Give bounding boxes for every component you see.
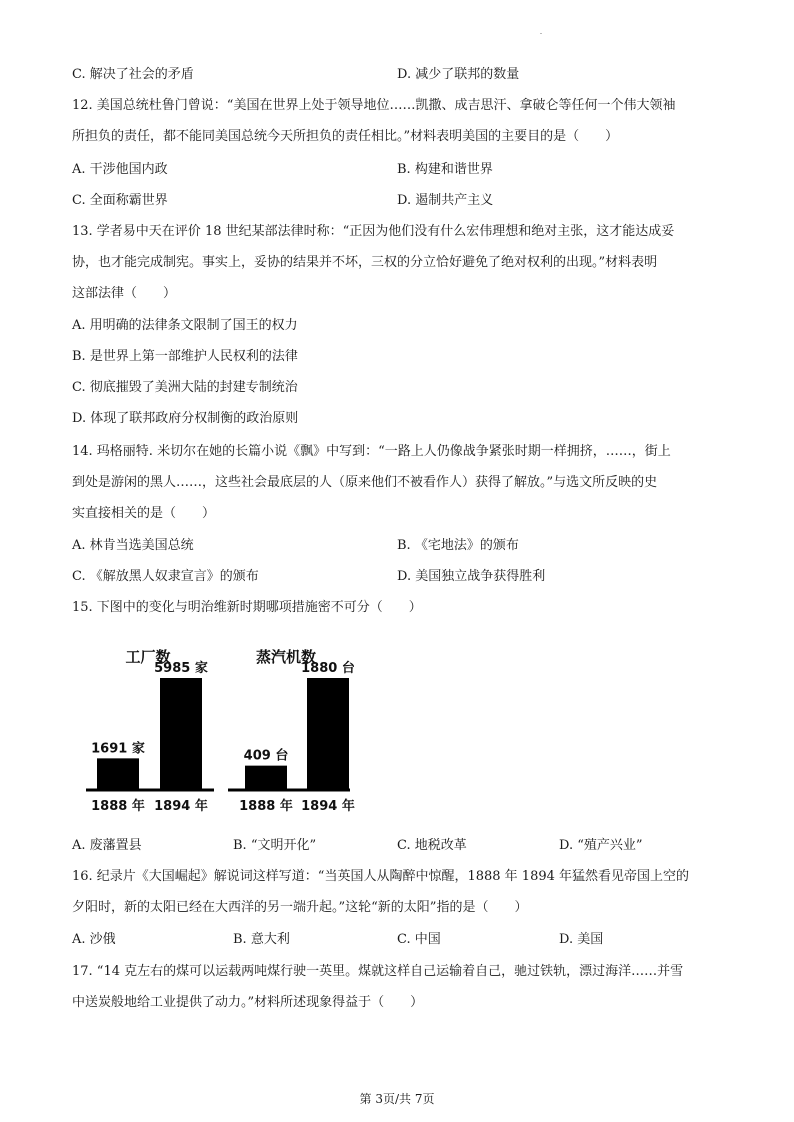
steam-cat-1894: 1894 年 [301, 799, 355, 814]
page-footer: 第 3页/共 7页 [359, 1092, 435, 1106]
q12-stem-line2: 所担负的责任，都不能同美国总统今天所担负的责任相比。”材料表明美国的主要目的是（ ） [72, 129, 619, 144]
q14-option-d: D. 美国独立战争获得胜利 [397, 569, 546, 584]
q12-option-c: C. 全面称霸世界 [72, 193, 168, 208]
q16-option-b: B. 意大利 [233, 932, 290, 947]
q15-option-c: C. 地税改革 [397, 838, 467, 853]
q14-stem-line2: 到处是游闲的黑人……，这些社会最底层的人（原来他们不被看作人）获得了解放。”与选文所反映的史 [72, 475, 658, 490]
q13-stem-line3: 这部法律（ ） [72, 286, 177, 301]
steam-engine-chart [228, 648, 355, 814]
q17-stem-line2: 中送炭般地给工业提供了动力。”材料所述现象得益于（ ） [72, 995, 424, 1010]
q16-option-a: A. 沙俄 [72, 932, 116, 947]
steam-bar-1894 [307, 678, 349, 790]
q14-stem-line1: 14. 玛格丽特. 米切尔在她的长篇小说《飘》中写到：“一路上人仍像战争紧张时期一样拥挤，……，街上 [72, 444, 671, 459]
factory-cat-1888: 1888 年 [91, 799, 145, 814]
q11-option-d: D. 减少了联邦的数量 [397, 67, 520, 82]
q14-option-a: A. 林肯当选美国总统 [72, 538, 194, 553]
q16-option-d: D. 美国 [559, 932, 604, 947]
q11-option-c: C. 解决了社会的矛盾 [72, 67, 194, 82]
q14-stem-line3: 实直接相关的是（ ） [72, 506, 216, 521]
q15-option-d: D. “殖产兴业” [559, 838, 643, 853]
q14-option-b: B. 《宅地法》的颁布 [397, 538, 519, 553]
steam-chart-title: 蒸汽机数 [255, 648, 317, 666]
q13-option-b: B. 是世界上第一部维护人民权利的法律 [72, 349, 298, 364]
factory-bar-1888 [97, 758, 139, 790]
steam-label-1888: 409 台 [243, 748, 289, 764]
factory-cat-1894: 1894 年 [154, 799, 208, 814]
steam-label-1894: 1880 台 [301, 661, 355, 676]
steam-bar-1888 [245, 766, 287, 790]
q13-stem-line1: 13. 学者易中天在评价 18 世纪某部法律时称：“正因为他们没有什么宏伟理想和绝对主张，这才能达成妥 [72, 224, 675, 239]
q14-option-c: C. 《解放黑人奴隶宣言》的颁布 [72, 569, 259, 584]
factory-chart-title: 工厂数 [125, 648, 171, 666]
q16-stem-line1: 16. 纪录片《大国崛起》解说词这样写道：“当英国人从陶醉中惊醒，1888 年 1894 年猛然看见帝国上空的 [72, 869, 690, 884]
factory-bar-1894 [160, 678, 202, 790]
q16-option-c: C. 中国 [397, 932, 441, 947]
q12-option-d: D. 遏制共产主义 [397, 193, 494, 208]
scan-speck [540, 33, 542, 34]
factory-chart [86, 648, 214, 814]
q15-option-a: A. 废藩置县 [72, 838, 142, 853]
q17-stem-line1: 17. “14 克左右的煤可以运载两吨煤行驶一英里。煤就这样自己运输着自己，驰过铁轨，漂过海洋……并雪 [72, 964, 684, 979]
q16-stem-line2: 夕阳时，新的太阳已经在大西洋的另一端升起。”这轮“新的太阳”指的是（ ） [72, 900, 528, 915]
steam-cat-1888: 1888 年 [239, 799, 293, 814]
factory-label-1888: 1691 家 [91, 741, 145, 757]
q13-option-c: C. 彻底摧毁了美洲大陆的封建专制统治 [72, 380, 298, 395]
q15-stem: 15. 下图中的变化与明治维新时期哪项措施密不可分（ ） [72, 600, 422, 615]
q13-option-d: D. 体现了联邦政府分权制衡的政治原则 [72, 411, 299, 426]
q12-stem-line1: 12. 美国总统杜鲁门曾说：“美国在世界上处于领导地位……凯撒、成吉思汗、拿破仑等任何一个伟大领袖 [72, 98, 676, 113]
q13-option-a: A. 用明确的法律条文限制了国王的权力 [72, 318, 298, 333]
q13-stem-line2: 协，也才能完成制宪。事实上，妥协的结果并不坏，三权的分立恰好避免了绝对权利的出现。”材料表明 [72, 255, 658, 270]
factory-label-1894: 5985 家 [154, 661, 208, 676]
q12-option-a: A. 干涉他国内政 [72, 162, 168, 177]
q15-bar-charts [78, 640, 368, 820]
q12-option-b: B. 构建和谐世界 [397, 162, 493, 177]
q15-option-b: B. “文明开化” [233, 838, 317, 853]
